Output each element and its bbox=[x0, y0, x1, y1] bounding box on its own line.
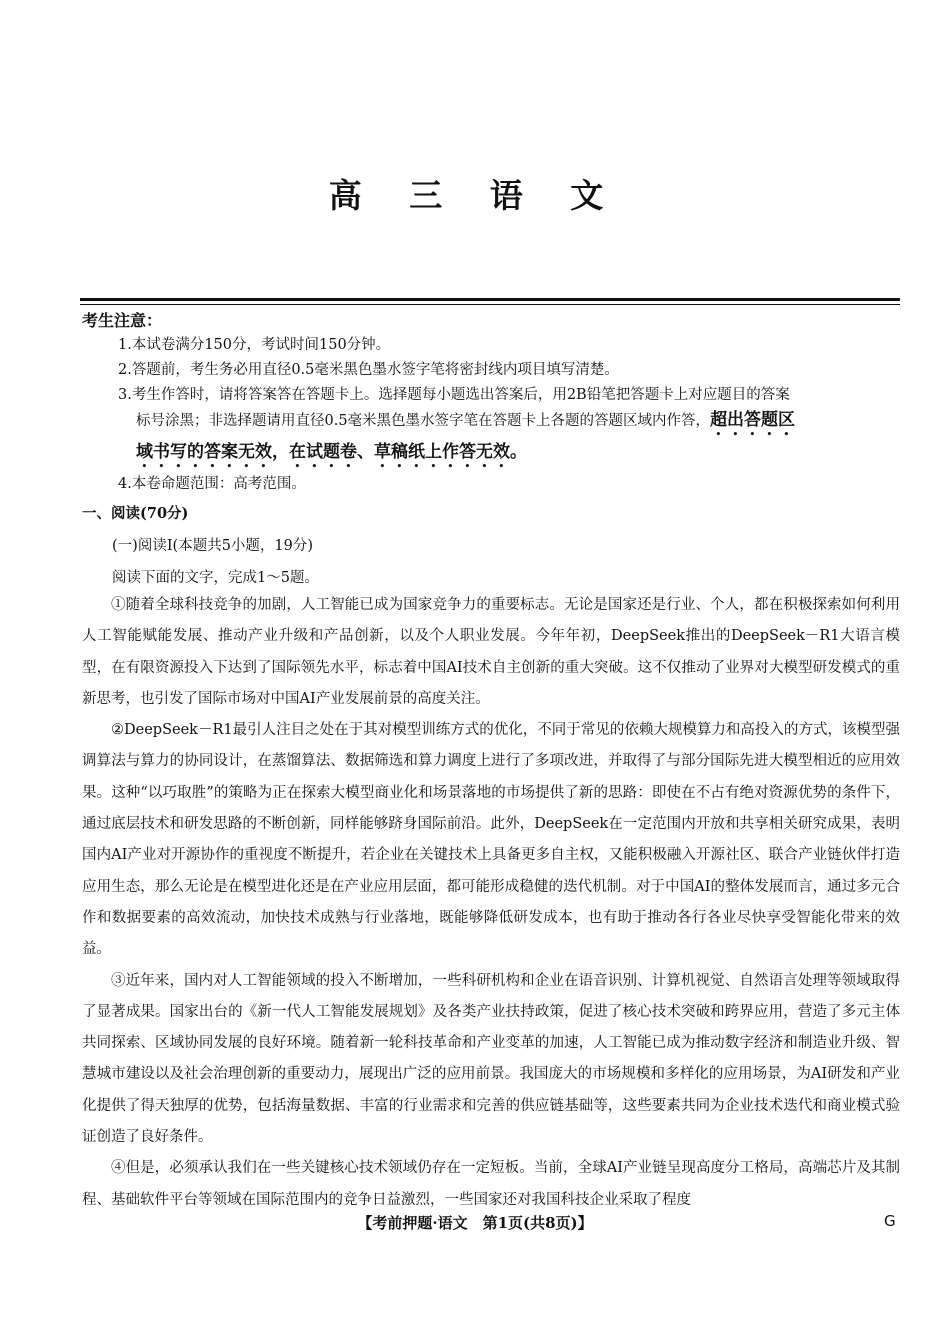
passage-paragraph-2: ②DeepSeek－R1最引人注目之处在于其对模型训练方式的优化，不同于常见的依赖大规模算力和高投入的方式，该模型强调算法与算力的协同设计，在蒸馏算法、数据筛选和算力调度上进行了多项改进，并取得了与部分国际先进大模型相近的应用效果。这种“以巧取胜”的策略为正在探索大模型商业化和场景落地的市场提供了新的思路：即使在不占有绝对资源优势的条件下，通过底层技术和研发思路的不断创新，同样能够跻身国际前沿。此外，DeepSeek在一定范围内开放和共享相关研究成果，表明国内AI产业对开源协作的重视度不断提升，若企业在关键技术上具备更多自主权，又能积极融入开源社区、联合产业链伙伴打造应用生态，那么无论是在模型进化还是在产业应用层面，都可能形成稳健的迭代机制。对于中国AI的整体发展而言，通过多元合作和数据要素的高效流动，加快技术成熟与行业落地，既能够降低研发成本，也有助于推动各行各业尽快享受智能化带来的效益。 bbox=[82, 722, 900, 958]
notice-item-3-cont bbox=[118, 408, 900, 472]
notice-item-3-text: 3.考生作答时，请将答案答在答题卡上。选择题每小题选出答案后，用2B铅笔把答题卡上对应题目的答案 bbox=[118, 387, 790, 403]
passage-paragraph-4: ④但是，必须承认我们在一些关键核心技术领域仍存在一定短板。当前，全球AI产业链呈现高度分工格局，高端芯片及其制程、基础软件平台等领域在国际范围内的竞争日益激烈，一些国家还对我国科技企业采取了程度 bbox=[82, 1160, 900, 1208]
passage-paragraph-1: ①随着全球科技竞争的加剧，人工智能已成为国家竞争力的重要标志。无论是国家还是行业、个人，都在积极探索如何利用人工智能赋能发展、推动产业升级和产品创新，以及个人职业发展。今年年初，DeepSeek推出的DeepSeek－R1大语言模型，在有限资源投入下达到了国际领先水平，标志着中国AI技术自主创新的重大突破。这不仅推动了业界对大模型研发模式的重新思考，也引发了国际市场对中国AI产业发展前景的高度关注。 bbox=[82, 597, 900, 707]
notice-item-1: 1.本试卷满分150分，考试时间150分钟。 bbox=[118, 337, 391, 353]
notice-item-3 bbox=[82, 383, 900, 472]
section-instruction: 阅读下面的文字，完成1～5题。 bbox=[112, 570, 319, 586]
notice-item-2: 2.答题前，考生务必用直径0.5毫米黑色墨水签字笔将密封线内项目填写清楚。 bbox=[118, 362, 619, 378]
section-sub-heading: (一)阅读Ⅰ(本题共5小题，19分) bbox=[112, 538, 314, 554]
section-part-heading: 一、阅读(70分) bbox=[82, 505, 189, 522]
notice-item-3-cont-text: 标号涂黑；非选择题请用直径0.5毫米黑色墨水签字笔在答题卡上各题的答题区域内作答， bbox=[136, 413, 711, 429]
paper-code: G bbox=[884, 1212, 896, 1230]
header-rule-thick bbox=[80, 298, 900, 301]
header-rule-thin bbox=[80, 304, 900, 305]
notice-emphasis-2: 域书写的答案无效，在试题卷、草稿纸上作答无效。 bbox=[136, 442, 527, 462]
reading-passage bbox=[82, 590, 900, 1216]
notice-emphasis-1: 超出答题区 bbox=[710, 410, 796, 430]
page-footer: 【考前押题·语文 第1页(共8页)】 bbox=[357, 1214, 593, 1232]
notice-item-4: 4.本卷命题范围：高考范围。 bbox=[118, 476, 306, 492]
passage-paragraph-3: ③近年来，国内对人工智能领域的投入不断增加，一些科研机构和企业在语音识别、计算机视觉、自然语言处理等领域取得了显著成果。国家出台的《新一代人工智能发展规划》及各类产业扶持政策，促进了核心技术突破和跨界应用，营造了多元主体共同探索、区域协同发展的良好环境。随着新一轮科技革命和产业变革的加速，人工智能已成为推动数字经济和制造业升级、智慧城市建设以及社会治理创新的重要动力，展现出广泛的应用前景。我国庞大的市场规模和多样化的应用场景，为AI研发和产业化提供了得天独厚的优势，包括海量数据、丰富的行业需求和完善的供应链基础等，这些要素共同为企业技术迭代和商业模式验证创造了良好条件。 bbox=[82, 972, 900, 1146]
notice-block bbox=[82, 308, 900, 497]
page-title: 高 三 语 文 bbox=[328, 176, 622, 215]
notice-heading: 考生注意： bbox=[82, 311, 163, 330]
